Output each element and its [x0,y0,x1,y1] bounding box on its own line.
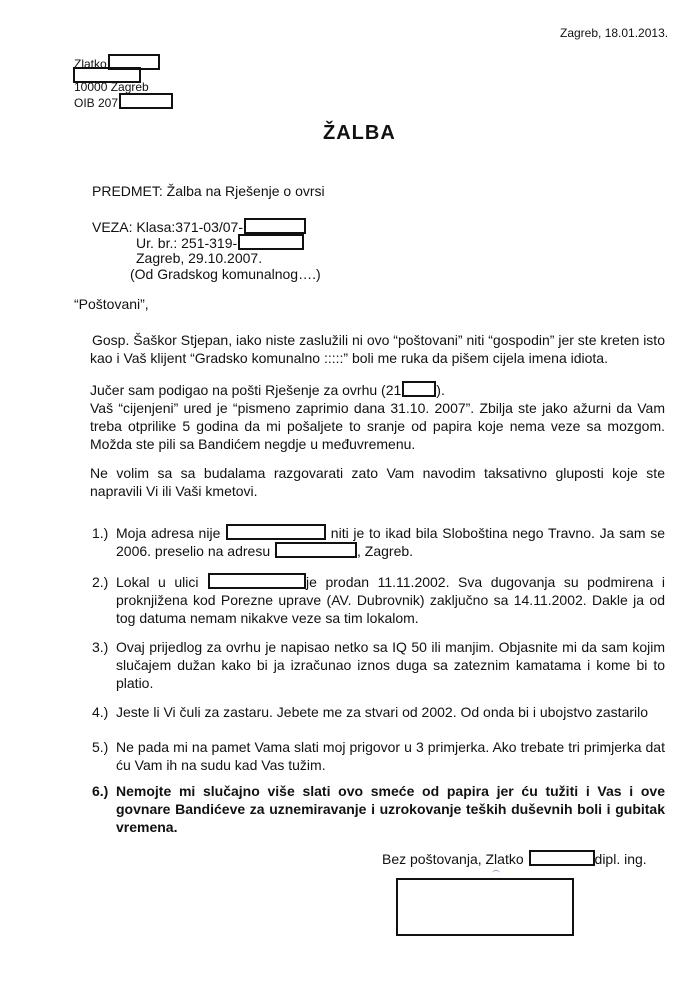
closing-title: dipl. ing. [594,851,647,867]
reference-from: (Od Gradskog komunalnog….) [130,266,321,282]
ink-mark [492,870,500,876]
item-2-part-a: Lokal u ulici [116,574,199,590]
redaction-box [208,573,306,589]
reference-urbr: Ur. br.: 251-319- [136,235,238,251]
letter-date: Zagreb, 18.01.2013. [560,26,669,40]
redaction-box [244,218,306,234]
item-1-part-a: Moja adresa nije [116,525,221,541]
signature-box [396,878,574,936]
item-4-text: Jeste li Vi čuli za zastaru. Jebete me za stvari od 2002. Od onda bi i ubojstvo zastarilo [116,704,649,720]
reference-place-date: Zagreb, 29.10.2007. [136,250,263,266]
sender-name: Zlatko [74,57,107,71]
item-2-number: 2.) [92,574,109,590]
paragraph-2-end: ). [436,382,445,398]
item-2-text [116,573,665,627]
item-6-number: 6.) [92,783,109,799]
paragraph-3: Ne volim sa sa budalama razgovarati zato Vam navodim taksativno gluposti koje ste napravili Vi ili Vaši kmetovi. [90,465,665,499]
sender-city: 10000 Zagreb [74,80,149,94]
reference-label: VEZA: [92,219,133,235]
closing-text: Bez poštovanja, Zlatko [382,851,524,867]
item-1-part-b: niti je to ikad bila Sloboština nego Travno. Ja sam se 2006. preselio na adresu [116,525,666,559]
closing-line [382,850,647,867]
document-title: ŽALBA [323,122,396,144]
sender-oib-line [74,93,173,110]
item-4-number: 4.) [92,704,109,720]
reference-urbr-line [136,234,304,251]
paragraph-2-start: Jučer sam podigao na pošti Rješenje za ovrhu (21 [90,382,402,398]
reference-klasa: Klasa:371-03/07- [136,219,243,235]
redaction-box [275,542,357,558]
redaction-box [226,524,326,540]
redaction-box [402,381,436,397]
item-2-part-b: je prodan 11.11.2002. Sva dugovanja su podmirena i proknjižena kod Porezne uprave (AV. Dubrovnik) zaključno sa 14.11.2002. Dakle ja od tog datuma nemam nikakve veze sa tim lokalom. [116,574,665,626]
redaction-box [529,850,595,866]
item-1-part-c: , Zagreb. [357,543,414,559]
paragraph-1: Gosp. Šaškor Stjepan, iako niste zaslužili ni ovo “poštovani” niti “gospodin” jer ste kreten isto kao i Vaš klijent “Gradsko komunalno :::::” boli me ruka da pišem cijela imena idiota. [90,332,665,366]
item-5-number: 5.) [92,739,109,755]
reference-klasa-line [92,218,306,235]
item-5-text: Ne pada mi na pamet Vama slati moj prigovor u 3 primjerka. Ako trebate tri primjerka dat ću Vam ih na sudu kad Vas tužim. [116,739,665,773]
item-3-number: 3.) [92,639,109,655]
item-1-number: 1.) [92,525,109,541]
redaction-box [238,234,304,250]
sender-oib: OIB 207 [74,96,119,110]
item-3-text: Ovaj prijedlog za ovrhu je napisao netko sa IQ 50 ili manjim. Objasnite mi da sam kojim slučajem dužan kako bi ja izračunao iznos duga sa zateznim kamatama i kome bi to platio. [116,639,665,691]
salutation: “Poštovani”, [74,296,149,312]
redaction-box [119,93,173,109]
subject-line: PREDMET: Žalba na Rješenje o ovrsi [92,183,325,199]
paragraph-2 [90,381,665,453]
item-1-text [116,524,665,560]
item-6-text: Nemojte mi slučajno više slati ovo smeće od papira jer ću tužiti i Vas i ove govnare Bandićeve za uznemiravanje i uzrokovanje teških duševnih boli i gubitak vremena. [116,783,665,835]
paragraph-2-body: Vaš “cijenjeni” ured je “pismeno zaprimio dana 31.10. 2007”. Zbilja ste jako ažurni da Vam treba otprilike 5 godina da mi pošaljete to sranje od papira koje nema veze sa mozgom. Možda ste pili sa Bandićem negdje u međuvremenu. [90,400,665,452]
